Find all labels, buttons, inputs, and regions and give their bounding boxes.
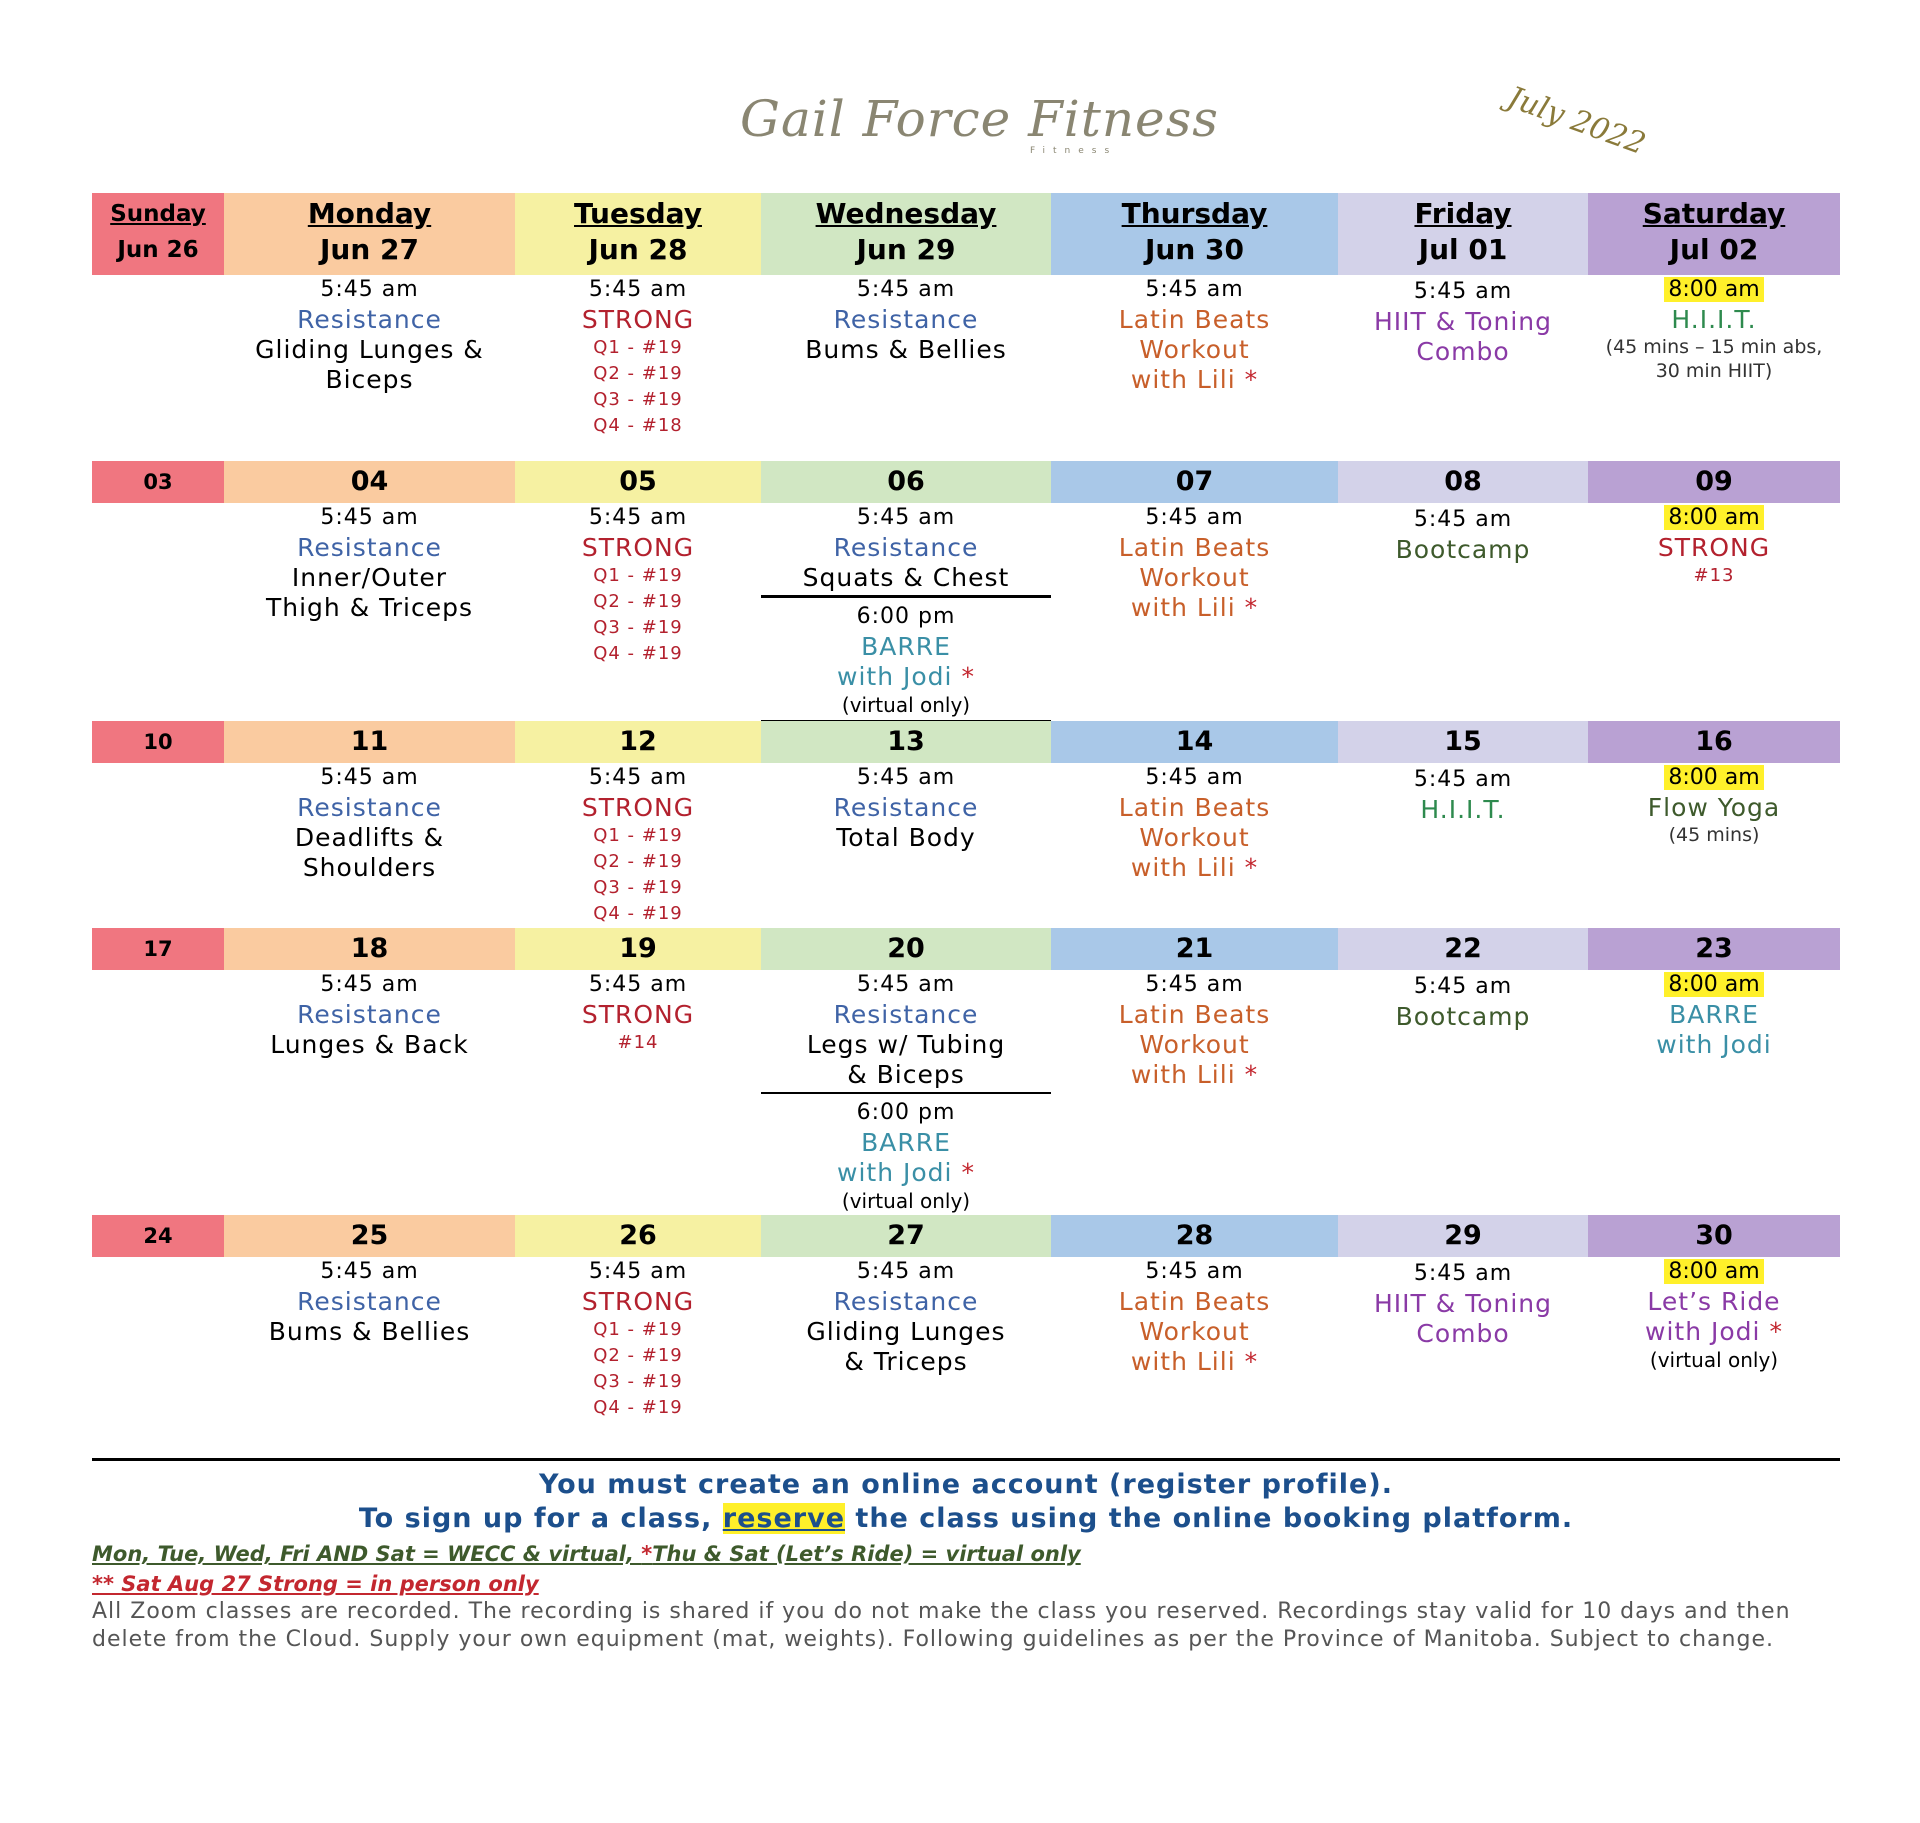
class-fri-jul15[interactable] [1338, 765, 1588, 825]
class-note: 30 min HIIT) [1655, 360, 1773, 382]
class-focus: & Biceps [847, 1060, 965, 1089]
class-time: 5:45 am [1413, 974, 1513, 999]
quarter-track: Q3 - #19 [593, 877, 683, 898]
reserve-link[interactable]: reserve [722, 1503, 846, 1534]
class-thu-jul21[interactable] [1051, 970, 1338, 1090]
quarter-track: Q2 - #19 [593, 363, 683, 384]
class-time: 8:00 am [1664, 505, 1763, 530]
class-wed-jun29[interactable] [761, 275, 1051, 365]
class-mon-jul25[interactable] [224, 1257, 515, 1347]
logo-subtext: Fitness [1030, 146, 1118, 156]
day-name: Monday [307, 197, 432, 230]
day-date: Jun 26 [117, 237, 199, 263]
class-focus: Gliding Lunges [806, 1317, 1006, 1346]
class-focus: Bums & Bellies [805, 335, 1007, 364]
day-name: Wednesday [815, 197, 997, 230]
date-number: 25 [350, 1220, 389, 1251]
date-number: 20 [887, 933, 925, 964]
month-title: July 2022 [1503, 80, 1651, 163]
class-type: STRONG [1657, 533, 1771, 562]
divider [761, 1092, 1051, 1094]
class-time: 8:00 am [1664, 277, 1763, 302]
class-thu-jul07[interactable] [1051, 503, 1338, 623]
class-time: 5:45 am [320, 277, 419, 302]
instructor: with Lili [1130, 1347, 1236, 1376]
class-sat-jul30[interactable] [1588, 1257, 1840, 1373]
virtual-asterisk: * [1244, 1060, 1259, 1089]
class-type: STRONG [581, 533, 695, 562]
virtual-asterisk: * [1769, 1317, 1783, 1346]
date-number: 24 [143, 1224, 173, 1248]
class-time: 5:45 am [1145, 277, 1244, 302]
class-time: 5:45 am [1413, 767, 1513, 792]
class-time: 5:45 am [320, 1259, 419, 1284]
class-time: 5:45 am [1413, 1261, 1513, 1286]
class-focus: Shoulders [302, 853, 437, 882]
date-number: 10 [143, 730, 173, 754]
class-type: Resistance [833, 305, 979, 334]
class-note: #13 [1693, 565, 1735, 586]
day-header-saturday [1588, 197, 1840, 269]
day-name: Friday [1414, 197, 1512, 230]
class-type: Latin Beats [1118, 533, 1271, 562]
virtual-asterisk: * [1244, 1347, 1259, 1376]
class-sat-jul23[interactable] [1588, 970, 1840, 1060]
class-tue-jun28[interactable] [515, 275, 761, 439]
quarter-track: Q1 - #19 [593, 825, 683, 846]
day-header-wednesday [761, 197, 1051, 269]
class-tue-jul19[interactable] [515, 970, 761, 1056]
signup-text: To sign up for a class, [358, 1503, 713, 1534]
class-focus: Deadlifts & [294, 823, 445, 852]
class-wed-jul27[interactable] [761, 1257, 1051, 1377]
class-type: STRONG [581, 1287, 695, 1316]
day-date: Jul 01 [1418, 233, 1508, 266]
class-tue-jul12[interactable] [515, 763, 761, 927]
virtual-asterisk: * [1244, 365, 1259, 394]
class-time: 5:45 am [856, 765, 956, 790]
date-number: 07 [1175, 466, 1214, 497]
instructor: with Jodi [1645, 1317, 1761, 1346]
class-time: 5:45 am [588, 277, 688, 302]
class-type: Flow Yoga [1647, 793, 1781, 822]
class-time: 6:00 pm [856, 1100, 956, 1125]
class-time: 5:45 am [588, 1259, 688, 1284]
class-note: (virtual only) [841, 1189, 971, 1213]
class-type: STRONG [581, 1000, 695, 1029]
class-focus: Squats & Chest [802, 563, 1010, 592]
class-tue-jul05[interactable] [515, 503, 761, 667]
class-focus: Inner/Outer [291, 563, 448, 592]
class-type: Latin Beats [1118, 1287, 1271, 1316]
class-mon-jul11[interactable] [224, 763, 515, 883]
class-type: Workout [1139, 335, 1250, 364]
date-number: 13 [887, 726, 925, 757]
class-type: Resistance [833, 1287, 979, 1316]
class-type: Combo [1416, 337, 1510, 366]
class-time: 5:45 am [1145, 505, 1244, 530]
date-number: 23 [1695, 933, 1733, 964]
class-sat-jul09[interactable] [1588, 503, 1840, 589]
class-thu-jul28[interactable] [1051, 1257, 1338, 1377]
day-header-thursday [1051, 197, 1338, 269]
class-fri-jul08[interactable] [1338, 505, 1588, 565]
date-number: 30 [1695, 1220, 1733, 1251]
signup-instructions [92, 1468, 1840, 1536]
class-type: H.I.I.T. [1671, 305, 1757, 334]
class-note: #14 [617, 1032, 659, 1053]
instructor: with Lili [1130, 1060, 1236, 1089]
class-type: Bootcamp [1395, 535, 1531, 564]
class-time: 5:45 am [856, 972, 956, 997]
instructor: with Jodi [1656, 1030, 1772, 1059]
quarter-track: Q2 - #19 [593, 851, 683, 872]
class-focus: Thigh & Triceps [265, 593, 473, 622]
class-type: HIIT & Toning [1373, 307, 1553, 336]
day-header-friday [1338, 197, 1588, 269]
day-date: Jun 29 [856, 233, 956, 266]
date-number: 28 [1175, 1220, 1214, 1251]
day-header-sunday [92, 197, 224, 269]
class-type: Resistance [297, 533, 442, 562]
class-focus: Bums & Bellies [268, 1317, 471, 1346]
class-type: BARRE [861, 632, 951, 661]
quarter-track: Q4 - #19 [593, 643, 683, 664]
calendar [92, 193, 1840, 1423]
day-header-monday [224, 197, 515, 269]
instructor: with Jodi [837, 1158, 953, 1187]
day-name: Saturday [1642, 197, 1786, 230]
class-type: Resistance [833, 1000, 979, 1029]
class-type: Resistance [833, 533, 979, 562]
virtual-asterisk: * [1244, 593, 1259, 622]
date-number: 14 [1175, 726, 1214, 757]
quarter-track: Q4 - #18 [593, 415, 683, 436]
logo-text: Gail Force Fitness [740, 90, 1219, 148]
class-time: 5:45 am [1145, 972, 1244, 997]
instructor: with Lili [1130, 593, 1236, 622]
class-fri-jul29[interactable] [1338, 1259, 1588, 1349]
date-number: 08 [1444, 466, 1482, 497]
date-number: 29 [1444, 1220, 1482, 1251]
class-type: Resistance [297, 1000, 442, 1029]
class-sat-jul02[interactable] [1588, 275, 1840, 383]
zoom-note: All Zoom classes are recorded. The recording is shared if you do not make the class you reserved. Recordings stay valid for 10 days and then delete from the Cloud. Supply your own equipment (mat, weights). Following guidelines as per the Province of Manitoba. Subject to change. [92, 1599, 1791, 1652]
footer-divider [92, 1458, 1840, 1461]
class-sat-jul16[interactable] [1588, 763, 1840, 847]
quarter-track: Q3 - #19 [593, 389, 683, 410]
class-time: 5:45 am [588, 972, 688, 997]
class-type: Resistance [833, 793, 979, 822]
class-mon-jun27[interactable] [224, 275, 515, 395]
class-type: Workout [1139, 563, 1250, 592]
class-time: 8:00 am [1664, 972, 1763, 997]
class-type: Resistance [297, 1287, 442, 1316]
date-number: 21 [1175, 933, 1214, 964]
quarter-track: Q2 - #19 [593, 1345, 683, 1366]
class-wed-jul20[interactable] [761, 970, 1051, 1214]
class-focus: Biceps [325, 365, 414, 394]
quarter-track: Q4 - #19 [593, 903, 683, 924]
date-number: 03 [143, 470, 173, 494]
quarter-track: Q2 - #19 [593, 591, 683, 612]
day-date: Jun 27 [320, 233, 419, 266]
day-name: Thursday [1121, 197, 1268, 230]
date-number: 09 [1695, 466, 1733, 497]
virtual-asterisk: * [1244, 853, 1259, 882]
quarter-track: Q3 - #19 [593, 1371, 683, 1392]
class-time: 5:45 am [320, 972, 419, 997]
class-time: 5:45 am [1145, 765, 1244, 790]
class-time: 8:00 am [1664, 1259, 1763, 1284]
class-type: Latin Beats [1118, 1000, 1271, 1029]
quarter-track: Q1 - #19 [593, 1319, 683, 1340]
class-type: Bootcamp [1395, 1002, 1531, 1031]
class-focus: & Triceps [844, 1347, 968, 1376]
class-note: (virtual only) [841, 693, 971, 717]
virtual-asterisk: * [961, 1158, 975, 1187]
class-type: Let’s Ride [1647, 1287, 1781, 1316]
class-wed-jul06[interactable] [761, 503, 1051, 726]
brand-logo [740, 90, 1219, 160]
class-time: 5:45 am [1413, 507, 1513, 532]
date-number: 05 [619, 466, 657, 497]
virtual-asterisk: * [641, 1542, 653, 1566]
date-number: 04 [350, 466, 389, 497]
date-number: 16 [1695, 726, 1733, 757]
class-type: STRONG [581, 305, 695, 334]
day-name: Sunday [110, 201, 206, 227]
class-type: Resistance [297, 793, 442, 822]
class-type: Combo [1416, 1319, 1510, 1348]
class-note: (virtual only) [1649, 1348, 1779, 1372]
class-type: Latin Beats [1118, 305, 1271, 334]
class-thu-jul14[interactable] [1051, 763, 1338, 883]
strong-note: ** Sat Aug 27 Strong = in person only [92, 1572, 539, 1596]
class-fri-jul22[interactable] [1338, 972, 1588, 1032]
date-number: 12 [619, 726, 657, 757]
class-time: 5:45 am [1145, 1259, 1244, 1284]
day-date: Jun 28 [588, 233, 688, 266]
class-mon-jul18[interactable] [224, 970, 515, 1060]
date-number: 22 [1444, 933, 1482, 964]
day-date: Jun 30 [1145, 233, 1244, 266]
class-type: BARRE [1669, 1000, 1759, 1029]
date-number: 18 [350, 933, 389, 964]
class-time: 5:45 am [1413, 279, 1513, 304]
date-number: 15 [1444, 726, 1482, 757]
class-wed-jul13[interactable] [761, 763, 1051, 853]
date-number: 26 [619, 1220, 657, 1251]
quarter-track: Q3 - #19 [593, 617, 683, 638]
class-type: STRONG [581, 793, 695, 822]
class-time: 5:45 am [320, 505, 419, 530]
class-type: Workout [1139, 1030, 1250, 1059]
class-time: 5:45 am [588, 505, 688, 530]
class-focus: Gliding Lunges & [255, 335, 484, 364]
account-note: You must create an online account (register profile). [539, 1469, 1393, 1500]
class-type: Resistance [297, 305, 442, 334]
class-type: HIIT & Toning [1373, 1289, 1553, 1318]
class-time: 5:45 am [588, 765, 688, 790]
instructor: with Lili [1130, 853, 1236, 882]
class-mon-jul04[interactable] [224, 503, 515, 623]
venue-note [92, 1540, 1081, 1568]
class-focus: Total Body [836, 823, 976, 852]
quarter-track: Q4 - #19 [593, 1397, 683, 1418]
class-time: 5:45 am [856, 505, 956, 530]
date-number: 06 [887, 466, 925, 497]
venue-text: Mon, Tue, Wed, Fri AND Sat = WECC & virtual, [92, 1542, 642, 1566]
date-number: 11 [350, 726, 389, 757]
class-time: 8:00 am [1664, 765, 1763, 790]
class-note: (45 mins) [1668, 824, 1760, 846]
date-number: 19 [619, 933, 657, 964]
virtual-asterisk: * [961, 662, 975, 691]
date-number: 17 [143, 937, 173, 961]
class-fri-jul01[interactable] [1338, 277, 1588, 367]
day-date: Jul 02 [1669, 233, 1759, 266]
class-type: H.I.I.T. [1420, 795, 1506, 824]
class-focus: Lunges & Back [270, 1030, 469, 1059]
class-type: Latin Beats [1118, 793, 1271, 822]
quarter-track: Q1 - #19 [593, 337, 683, 358]
class-time: 5:45 am [856, 277, 956, 302]
class-type: BARRE [861, 1128, 951, 1157]
instructor: with Jodi [837, 662, 953, 691]
class-time: 5:45 am [856, 1259, 956, 1284]
date-number: 27 [887, 1220, 925, 1251]
class-thu-jun30[interactable] [1051, 275, 1338, 395]
class-type: Workout [1139, 1317, 1250, 1346]
instructor: with Lili [1130, 365, 1236, 394]
divider [761, 595, 1051, 598]
class-time: 5:45 am [320, 765, 419, 790]
day-name: Tuesday [574, 197, 702, 230]
signup-text: the class using the online booking platform. [855, 1503, 1574, 1534]
class-note: (45 mins – 15 min abs, [1605, 336, 1823, 358]
class-focus: Legs w/ Tubing [806, 1030, 1006, 1059]
class-tue-jul26[interactable] [515, 1257, 761, 1421]
quarter-track: Q1 - #19 [593, 565, 683, 586]
class-type: Workout [1139, 823, 1250, 852]
day-header-tuesday [515, 197, 761, 269]
class-time: 6:00 pm [856, 604, 956, 629]
venue-text: Thu & Sat (Let’s Ride) = virtual only [652, 1542, 1081, 1566]
